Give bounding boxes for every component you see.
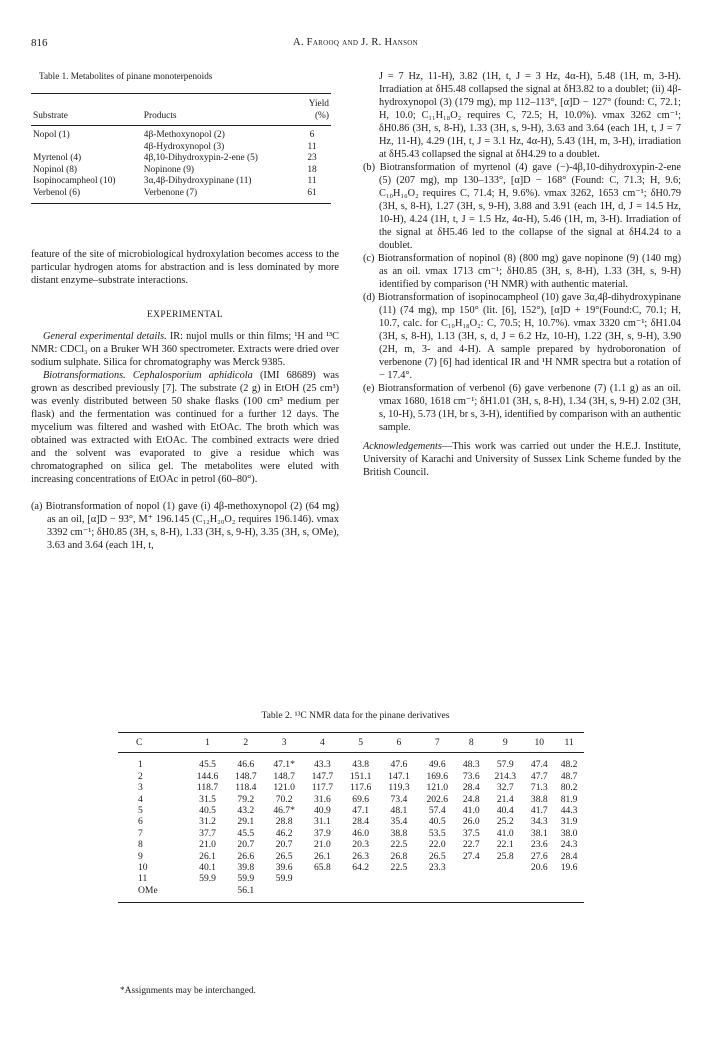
table2-cell: 46.6: [237, 759, 255, 771]
table1-cell-yield: 11: [307, 176, 317, 186]
table2-cell: 41.0: [462, 805, 480, 817]
table2-cell: 65.8: [313, 862, 331, 874]
table2-cell: 47.6: [390, 759, 408, 771]
table2-cell: 43.2: [237, 805, 255, 817]
table2-header-cell: C: [118, 736, 188, 753]
table2-caption: Table 2. ¹³C NMR data for the pinane derivatives: [261, 710, 450, 721]
table2-cell: 59.9: [275, 873, 293, 885]
table2-cell: 26.0: [462, 816, 480, 828]
table1-cell-product: 3α,4β-Dihydroxypinane (11): [143, 176, 252, 186]
table2-header-cell: 9: [486, 736, 524, 753]
table2-cell: 43.3: [313, 759, 331, 771]
table2-cell: 59.9: [237, 873, 255, 885]
table2-header-cell: 4: [303, 736, 341, 753]
table2-cell: [188, 885, 226, 903]
item-a-continued: J = 7 Hz, 11-H), 3.82 (1H, t, J = 3 Hz, 4α-H), 5.48 (1H, m, 3-H). Irradiation at δH5.48 collapsed the signal at δH3.82 to a doublet; (ii) 4β-hydroxynopol (3) (179 mg), mp 112–113°, [α]D − 127° (found: C, 72.1; H, 10.0; C₁₁H₁₈O₂ requires C, 72.5; H, 10.0%). νmax 3262 cm⁻¹; δH0.86 (3H, s, 8-H), 1.33 (3H, s, 9-H), 3.63 and 3.64 (each 1H, t, J = 7 Hz, 11-H), 4.29 (1H, t, J = 3.1 Hz, 4α-H), 5.43 (1H, m, 3-H), irradiation at δH5.43 collapsed the signal at δH4.29 to a doublet.: [379, 71, 681, 160]
general-details-label: General experimental details.: [43, 331, 167, 342]
table2-cell: 23.3: [428, 862, 446, 874]
table1-cell-product: 4β,10-Dihydroxypin-2-ene (5): [143, 153, 258, 163]
table2-cell: 40.5: [199, 805, 216, 817]
table2-cell: 49.6: [428, 759, 446, 771]
general-details-paragraph: [31, 330, 339, 369]
table2-cell: 27.6: [530, 850, 548, 862]
table2-cell: 26.6: [237, 850, 255, 862]
table2-cell: 31.5: [199, 793, 216, 805]
table2-cell: 20.6: [530, 862, 548, 874]
table2-cell: 20.7: [237, 839, 255, 851]
table2-cell: 118.4: [235, 782, 257, 794]
table2-cell: 43.8: [352, 759, 370, 771]
table2-cell: 64.2: [352, 862, 370, 874]
table1-header-products: Products: [142, 98, 293, 126]
table2-row-label: 11: [138, 873, 148, 885]
acknowledgements-label: Acknowledgements: [363, 441, 442, 452]
table2-cell: [456, 885, 486, 903]
table2-cell: 26.5: [428, 850, 446, 862]
table2-cell: 26.8: [390, 850, 408, 862]
table2-cell: 38.0: [560, 827, 578, 839]
table1-cell-yield: 6: [309, 130, 315, 140]
table2-cell: [380, 873, 418, 884]
table2-cell: 147.1: [388, 770, 410, 782]
table2-cell: [554, 873, 584, 884]
table2-cell: 70.2: [275, 793, 293, 805]
table2-cell: 57.4: [428, 805, 446, 817]
table2-cell: 144.6: [196, 770, 219, 782]
experimental-heading: EXPERIMENTAL: [147, 310, 223, 320]
table2-header-cell: 10: [524, 736, 554, 753]
table2-header-cell: 8: [456, 736, 486, 753]
table2-row-label: 1: [138, 759, 143, 771]
table2-cell: [265, 885, 303, 903]
table2-cell: [486, 885, 524, 903]
item-c: (c) Biotransformation of nopinol (8) (800 mg) gave nopinone (9) (140 mg) as an oil. νmax 1713 cm⁻¹; δH0.85 (3H, s, 8-H), 1.33 (3H, s, 9-H) identified by comparison (¹H NMR) with authentic material.: [363, 253, 681, 290]
table2-cell: 46.2: [275, 827, 293, 839]
table2-cell: [303, 885, 341, 903]
table1-cell-product: 4β-Methoxynopol (2): [143, 130, 225, 140]
table2-cell: 37.7: [199, 827, 216, 839]
table2-cell: 56.1: [227, 885, 265, 903]
table2-cell: 20.7: [275, 839, 293, 851]
acknowledgements-text: —This work was carried out under the H.E.J. Institute, University of Karachi and University of Sussex Link Scheme funded by the British Council.: [363, 441, 681, 478]
table2-cell: 40.5: [428, 816, 446, 828]
table2-cell: 38.8: [530, 793, 548, 805]
table2-cell: 38.8: [390, 827, 408, 839]
item-d: (d) Biotransformation of isopinocampheol (10) gave 3α,4β-dihydroxypinane (11) (74 mg), mp 150° (lit. [6], 152°), [α]D + 19°(Found:C, 70.1; H, 10.7, calc. for C₁₀H₁₈O₂: C, 70.5; H, 10.7%). νmax 3320 cm⁻¹; δH1.04 (3H, s, 8-H), 1.13 (3H, s, d, J = 6.2 Hz, 10-H), 1.22 (3H, s, 9-H), 3.90 (2H, m, 3- and 4-H). A sample prepared by hydroboronation of verbenone (7) [6] had identical IR and ¹H NMR spectra but a rotation of − 17.4°.: [363, 292, 681, 381]
table1-cell-substrate: Nopinol (8): [33, 164, 78, 175]
table1-cell-yield: 61: [293, 188, 331, 204]
table2-cell: [456, 862, 486, 873]
page-number: 816: [31, 37, 48, 49]
table2-cell: 79.2: [237, 793, 255, 805]
table2-row: [118, 873, 584, 884]
table2-cell: 214.3: [494, 770, 517, 782]
table1-cell-substrate: Nopol (1): [33, 130, 70, 140]
table2-cell: 45.5: [199, 759, 216, 771]
table2-cell: [486, 862, 524, 873]
table2-cell: 47.4: [530, 759, 548, 771]
table1-cell-substrate: Verbenol (6): [31, 188, 142, 204]
table2-cell: 24.8: [462, 793, 480, 805]
table2-cell: 48.2: [560, 759, 578, 771]
table2-cell: 22.1: [496, 839, 514, 851]
table2-cell: 37.9: [313, 827, 331, 839]
table1-body: [31, 126, 331, 204]
table2-cell: 151.1: [349, 770, 372, 782]
table2-cell: 28.4: [462, 782, 480, 794]
table2-row: [118, 862, 584, 873]
table2-cell: [303, 873, 341, 884]
table2-header-cell: 3: [265, 736, 303, 753]
table2-cell: 40.4: [496, 805, 514, 817]
table2-cell: 26.1: [313, 850, 331, 862]
biotransformations-label: Biotransformations. Cephalosporium aphidicola: [43, 370, 253, 381]
table2-cell: 40.9: [313, 805, 331, 817]
acknowledgements: [363, 440, 681, 479]
table1-header-substrate: Substrate: [31, 98, 142, 126]
table2-cell: [342, 885, 380, 903]
right-column: [363, 70, 681, 479]
table1-cell-product: Nopinone (9): [143, 164, 195, 175]
table1-cell-yield: 23: [307, 153, 317, 163]
table2-cell: 31.2: [199, 816, 216, 828]
table2-header-cell: 1: [188, 736, 226, 753]
table2-cell: 28.4: [352, 816, 370, 828]
table1-row: [31, 142, 331, 154]
table2-row: [118, 805, 584, 816]
table2-cell: 38.1: [530, 827, 548, 839]
table2-cell: 57.9: [496, 759, 514, 771]
table2-body: [118, 753, 584, 903]
item-a: (a) Biotransformation of nopol (1) gave (i) 4β-methoxynopol (2) (64 mg) as an oil, [α]D − 93°, M⁺ 196.145 (C₁₂H₂₀O₂ requires 196.146). νmax 3392 cm⁻¹; δH0.85 (3H, s, 8-H), 1.33 (3H, s, 9-H), 3.35 (3H, s, OMe), 3.63 and 3.64 (each 1H, t,: [31, 501, 339, 551]
table2-row-label: OMe: [118, 885, 188, 903]
table2-cell: 22.5: [390, 839, 408, 851]
table2-cell: 31.9: [560, 816, 578, 828]
table1-cell-substrate: Isopinocampheol (10): [33, 176, 116, 186]
table2-cell: 21.4: [496, 793, 514, 805]
intro-paragraph: feature of the site of microbiological hydroxylation becomes access to the particular hydrogen atoms for abstraction and is less dominated by more distant enzyme–substrate interactions.: [31, 249, 339, 286]
table1-cell-product: Verbenone (7): [142, 188, 293, 204]
table2-cell: 46.7*: [273, 805, 295, 817]
table2-cell: 46.0: [352, 827, 370, 839]
table1-cell-yield: 18: [307, 164, 317, 175]
table2-cell: 81.9: [560, 793, 578, 805]
table2-cell: 28.8: [275, 816, 293, 828]
table2-cell: 202.6: [426, 793, 449, 805]
table2-cell: 41.0: [496, 827, 514, 839]
table2-cell: 20.3: [352, 839, 370, 851]
table2-cell: 119.3: [388, 782, 410, 794]
table1: [31, 93, 331, 204]
table2-row: [118, 839, 584, 850]
table2-cell: 40.1: [199, 862, 216, 874]
table2-cell: 121.0: [426, 782, 449, 794]
table2-cell: [418, 885, 456, 903]
table2-cell: 53.5: [428, 827, 446, 839]
table1-cell-substrate: Myrtenol (4): [33, 153, 82, 163]
table2-cell: 22.7: [462, 839, 480, 851]
table2-cell: 59.9: [199, 873, 216, 885]
table2-cell: 80.2: [560, 782, 578, 794]
table2-cell: 47.7: [530, 770, 548, 782]
table2-cell: 25.8: [496, 850, 514, 862]
table2-cell: 44.3: [560, 805, 578, 817]
table2-row-label: 4: [138, 793, 143, 805]
table2-cell: 21.0: [199, 839, 216, 851]
table2-cell: [524, 885, 554, 903]
table1-header-yield: Yield (%): [293, 98, 331, 126]
left-column: [31, 70, 339, 552]
table2-cell: 21.0: [313, 839, 331, 851]
table2-footnote: *Assignments may be interchanged.: [120, 986, 256, 996]
table2-cell: 73.4: [390, 793, 408, 805]
table2-cell: 71.3: [530, 782, 548, 794]
table2-cell: 28.4: [560, 850, 578, 862]
table1-row: [31, 176, 331, 188]
table2-cell: 31.1: [313, 816, 331, 828]
table2-row: [118, 782, 584, 793]
table1-cell-product: 4β-Hydroxynopol (3): [143, 141, 225, 152]
table2-cell: 47.1*: [273, 759, 295, 771]
biotransformations-text: (IMI 68689) was grown as described previously [7]. The substrate (2 g) in EtOH (25 cm³) was evenly distributed between 50 shake flasks (100 cm³ medium per flask) and the fermentation was continued for a further 12 days. The mycelium was filtered and washed with EtOAc. The broth which was obtained was extracted with EtOAc. The combined extracts were dried and the solvent was evaporated to give a residue which was chromatographed on silica gel. The metabolites were eluted with increasing concentrations of EtOAc in petrol (60–80°).: [31, 370, 339, 485]
table2-cell: [456, 873, 486, 884]
table2-cell: 48.3: [462, 759, 480, 771]
table2-row-label: 5: [138, 805, 143, 817]
table2-cell: 22.0: [428, 839, 446, 851]
table2-row: [118, 771, 584, 782]
table2-row: [118, 753, 584, 771]
table2-row-label: 2: [138, 770, 143, 782]
table2-cell: [418, 873, 456, 884]
table2-cell: 48.7: [560, 770, 578, 782]
table1-cell-substrate: [31, 142, 142, 154]
table1-row: [31, 165, 331, 177]
table2-cell: 26.5: [275, 850, 293, 862]
table2-cell: 121.0: [273, 782, 295, 794]
table2-cell: 37.5: [462, 827, 480, 839]
table2-cell: 32.7: [496, 782, 514, 794]
table2-row: [118, 794, 584, 805]
table2-cell: 29.1: [237, 816, 255, 828]
table2-header-row: [118, 736, 584, 753]
running-head: A. Farooq and J. R. Hanson: [292, 37, 419, 48]
table2-cell: 48.1: [390, 805, 408, 817]
table2-cell: [524, 873, 554, 884]
table2-row-label: 3: [138, 782, 143, 794]
table2-cell: 39.6: [275, 862, 293, 874]
table2-cell: 23.6: [530, 839, 548, 851]
table2-cell: [554, 885, 584, 903]
table2-cell: 26.1: [199, 850, 216, 862]
table2-header-cell: 6: [380, 736, 418, 753]
general-details-text: IR: nujol mulls or thin films; ¹H and ¹³C NMR: CDCl₃ on a Bruker WH 360 spectrometer. Extracts were dried over sodium sulphate. Silica for chromatography was Merck 9385.: [31, 331, 339, 368]
table2-row-label: 7: [138, 827, 143, 839]
table2-cell: 31.6: [313, 793, 331, 805]
table1-row: [31, 188, 331, 204]
table2-row-label: 6: [138, 816, 143, 828]
table2-cell: [380, 885, 418, 903]
table2-header-cell: 5: [342, 736, 380, 753]
biotransformations-paragraph: [31, 369, 339, 486]
table2-cell: 26.3: [352, 850, 370, 862]
item-b: (b) Biotransformation of myrtenol (4) gave (−)-4β,10-dihydroxypin-2-ene (5) (207 mg), mp 130–133°, [α]D − 168° (Found: C, 71.3; H, 9.6; C₁₀H₁₆O₂ requires C, 71.4; H, 9.6%). νmax 3262, 1653 cm⁻¹; δH0.79 (3H, s, 8-H), 1.27 (3H, s, 9-H), 3.88 and 3.91 (each 1H, d, J = 14.5 Hz, 10-H), 4.24 (1H, t, J = 1.5 Hz, 4α-H), 5.46 (1H, m, 3-H). Irradiation of the signal at δH5.46 led to the collapse of the signal at δH4.24 to a doublet.: [363, 162, 681, 251]
table2-cell: [486, 873, 524, 884]
table2-cell: 39.8: [237, 862, 255, 874]
item-e: (e) Biotransformation of verbenol (6) gave verbenone (7) (1.1 g) as an oil. νmax 1680, 1618 cm⁻¹; δH1.01 (3H, s, 8-H), 1.34 (3H, s, 9-H) 2.02 (3H, s, 10-H), 5.73 (1H, br s, 3-H), identified by comparison with an authentic sample.: [363, 383, 681, 433]
table2-cell: 24.3: [560, 839, 578, 851]
table2-cell: 47.1: [352, 805, 370, 817]
table2-cell: 41.7: [530, 805, 548, 817]
table2-cell: 34.3: [530, 816, 548, 828]
table1-row: [31, 126, 331, 142]
table2-row-label: 9: [138, 850, 143, 862]
table2-header-cell: 2: [227, 736, 265, 753]
table1-caption: Table 1. Metabolites of pinane monoterpenoids: [39, 71, 213, 81]
table2-cell: 148.7: [273, 770, 295, 782]
table2-row: [118, 828, 584, 839]
table1-cell-yield: 11: [307, 141, 317, 152]
table2-row: [118, 851, 584, 862]
table2-cell: 45.5: [237, 827, 255, 839]
table2-row-label: 10: [138, 862, 148, 874]
table2: [118, 732, 584, 903]
table2-cell: 69.6: [352, 793, 370, 805]
table2-row: [118, 885, 584, 903]
table2-cell: 27.4: [462, 850, 480, 862]
table2-header-cell: 7: [418, 736, 456, 753]
table2-cell: 22.5: [390, 862, 408, 874]
table2-cell: 25.2: [496, 816, 514, 828]
table2-cell: 73.6: [462, 770, 480, 782]
table2-row: [118, 816, 584, 827]
table2-cell: 148.7: [235, 770, 257, 782]
table2-cell: 118.7: [196, 782, 219, 794]
table2-cell: 19.6: [560, 862, 578, 874]
table2-cell: 117.6: [350, 782, 372, 794]
table2-cell: 35.4: [390, 816, 408, 828]
table2-cell: 117.7: [311, 782, 333, 794]
table2-cell: [342, 873, 380, 884]
table2-row-label: 8: [138, 839, 143, 851]
table1-row: [31, 153, 331, 165]
table2-cell: 169.6: [426, 770, 449, 782]
table2-cell: 147.7: [311, 770, 334, 782]
table2-header-cell: 11: [554, 736, 584, 753]
